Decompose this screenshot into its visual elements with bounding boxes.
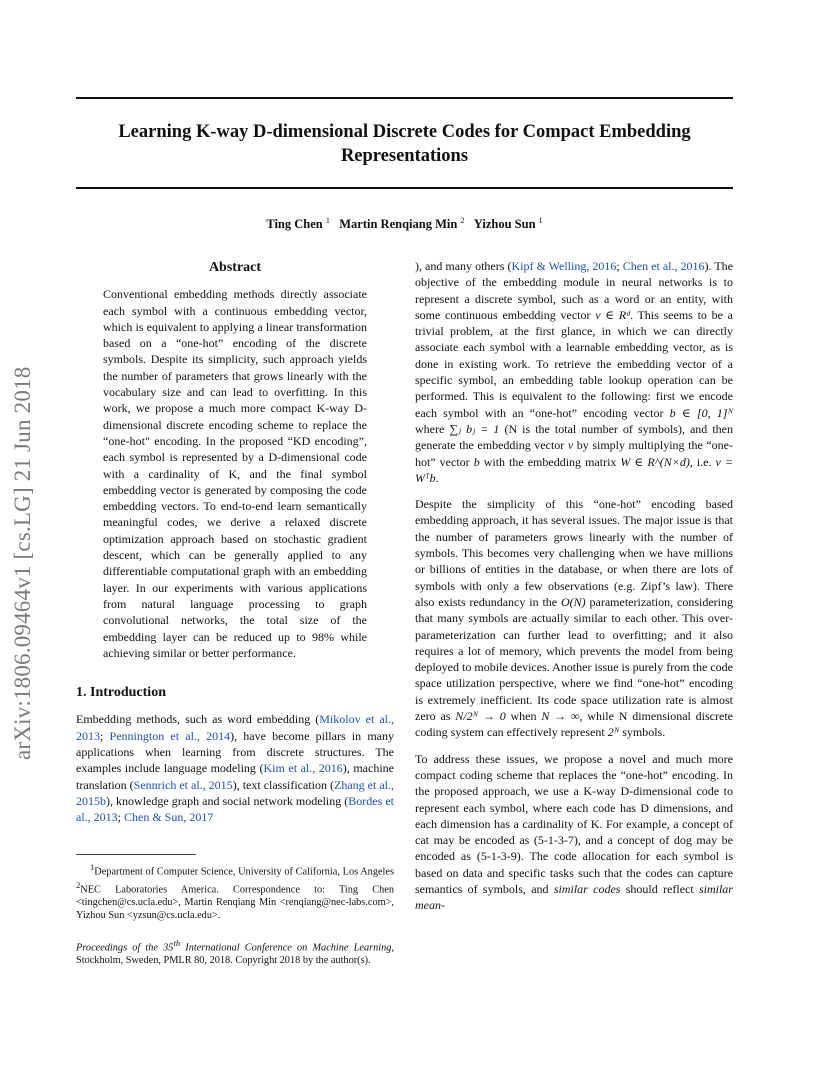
footnote-block bbox=[76, 854, 394, 967]
author-affiliation-marker: 1 bbox=[538, 216, 543, 225]
author-name: Yizhou Sun bbox=[473, 217, 536, 232]
author-affiliation-marker: 1 bbox=[325, 216, 330, 225]
arxiv-identifier-stamp: arXiv:1806.09464v1 [cs.LG] 21 Jun 2018 bbox=[10, 366, 35, 760]
citation-link[interactable]: Bordes et al., 2013 bbox=[76, 793, 395, 825]
abstract-heading: Abstract bbox=[208, 260, 262, 275]
citation-link[interactable]: Zhang et al., 2015b bbox=[76, 777, 395, 808]
right-column bbox=[415, 258, 733, 924]
section-heading-introduction: 1. Introduction bbox=[76, 685, 166, 701]
author-name: Martin Renqiang Min bbox=[339, 217, 458, 232]
title-rule-top bbox=[76, 97, 733, 99]
left-column bbox=[76, 258, 394, 836]
footnote-rule bbox=[76, 854, 196, 855]
intro-paragraph-2: Despite the simplicity of this “one-hot” encoding based embedding approach, it has several issues. The major issue is that the number of parameters grows linearly with the number of symbols. This becomes very challenging when we have millions or billions of entities in the database, or when there are lots of symbols with only a few observations (e.g. Zipf’s law). There also exists redundancy in the O(N) parameterization, considering that many symbols are actually similar to each other. This over-parameterization can further lead to overfitting; and it also requires a lot of memory, which prevents the model from being deployed to mobile devices. Another issue is purely from the code space utilization perspective, where we find “one-hot” encoding is extremely inefficient. Its code space utilization rate is almost zero as N/2ᴺ → 0 when N → ∞, while N dimensional discrete coding system can effectively represent 2ᴺ symbols. bbox=[415, 497, 733, 740]
intro-paragraph-3: To address these issues, we propose a novel and much more compact coding scheme that replaces the “one-hot” encoding. In the proposed approach, we use a K-way D-dimensional code to represent each symbol, where each code has D dimensions, and each dimension has a cardinality of K. For example, a concept of cat may be encoded as (5-1-3-7), and a concept of dog may be encoded as (5-1-3-9). The code allocation for each symbol is based on data and specific tasks such that the codes can capture semantics of symbols, and similar codes should reflect similar mean- bbox=[415, 751, 733, 913]
intro-paragraph-1-continued: ), and many others (Kipf & Welling, 2016; Chen et al., 2016). The objective of the embedding module in neural networks is to represent a discrete symbol, such as a word or an entity, with some continuous embedding vector v ∈ Rᵈ. This seems to be a trivial problem, at the first glance, in which we can directly associate each symbol with a learnable embedding vector, as is done in existing work. To retrieve the embedding vector of a specific symbol, an embedding table lookup operation can be performed. This is equivalent to the following: first we encode each symbol with an “one-hot” encoding vector b ∈ [0, 1]ᴺ where ∑ⱼ bⱼ = 1 (N is the total number of symbols), and then generate the embedding vector v by simply multiplying the “one-hot” vector b with the embedding matrix W ∈ R^(N×d), i.e. v = Wᵀb. bbox=[415, 259, 734, 485]
intro-paragraph-1-start: Embedding methods, such as word embedding (Mikolov et al., 2013; Pennington et al., 2014), have become pillars in many applications when learning from discrete structures. The examples include language modeling (Kim et al., 2016), machine translation (Sennrich et al., 2015), text classification (Zhang et al., 2015b), knowledge graph and social network modeling (Bordes et al., 2013; Chen & Sun, 2017 bbox=[76, 712, 395, 825]
author-list bbox=[76, 216, 733, 232]
author-name: Ting Chen bbox=[266, 217, 323, 232]
title-rule-bottom bbox=[76, 187, 733, 189]
citation-link[interactable]: Chen et al., 2016 bbox=[622, 259, 705, 273]
citation-link[interactable]: Chen & Sun, 2017 bbox=[124, 810, 214, 825]
citation-link[interactable]: Pennington et al., 2014 bbox=[109, 728, 231, 743]
citation-link[interactable]: Mikolov et al., 2013 bbox=[76, 712, 394, 743]
abstract-body: Conventional embedding methods directly associate each symbol with a continuous embedding vector, which is equivalent to applying a linear transformation based on a “one-hot” encoding of the discrete symbols. Despite its simplicity, such approach yields the number of parameters that grows linearly with the vocabulary size and can lead to overfitting. In this work, we propose a much more compact K-way D-dimensional discrete encoding scheme to replace the “one-hot" encoding. In the proposed “KD encoding”, each symbol is represented by a D-dimensional code with a cardinality of K, and the final symbol embedding vector is generated by composing the code embedding vectors. To end-to-end learn semantically meaningful codes, we derive a relaxed discrete optimization approach based on stochastic gradient descent, which can be generally applied to any differentiable computational graph with an embedding layer. In our experiments with various applications from natural language processing to graph convolutional networks, the total size of the embedding layer can be reduced up to 98% while achieving similar or better performance. bbox=[103, 287, 367, 660]
paper-title: Learning K-way D-dimensional Discrete Codes for Compact Embedding Representations bbox=[118, 122, 691, 166]
citation-link[interactable]: Kipf & Welling, 2016 bbox=[511, 259, 617, 273]
proceedings-notice: Proceedings of the 35th International Conference on Machine Learning, Stockholm, Sweden, PMLR 80, 2018. Copyright 2018 by the author(s). bbox=[76, 937, 394, 967]
author-affiliation-marker: 2 bbox=[460, 216, 465, 225]
citation-link[interactable]: Sennrich et al., 2015 bbox=[133, 777, 233, 792]
citation-link[interactable]: Kim et al., 2016 bbox=[263, 761, 343, 776]
affiliation-footnote: $^1$Department of Computer Science, University of California, Los Angeles $^2$NEC Laboratories America. Correspondence to: Ting Chen <tingchen@cs.ucla.edu>, Martin Renqiang Min <renqiang@nec-labs.com>, Yizhou Sun <yzsun@cs.ucla.edu>. bbox=[76, 862, 394, 922]
